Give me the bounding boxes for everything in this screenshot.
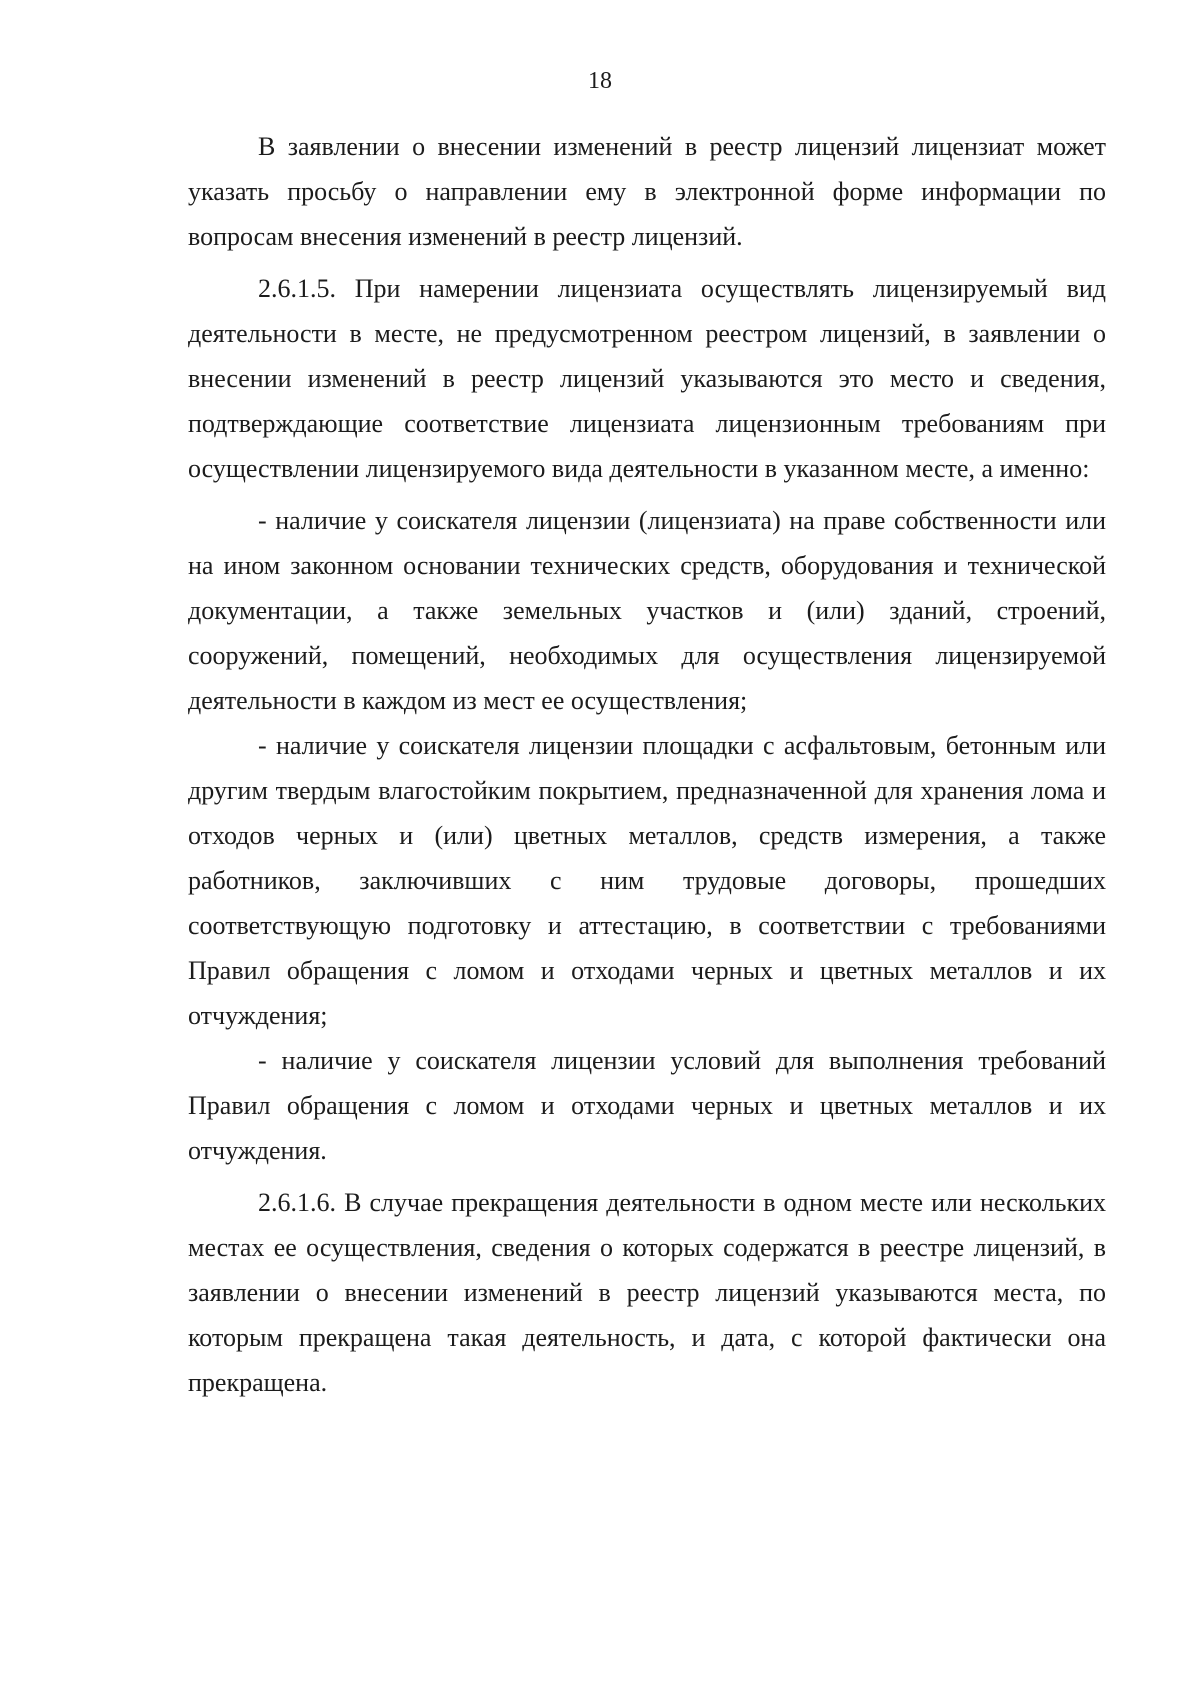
paragraph-2-6-1-5: 2.6.1.5. При намерении лицензиата осуществлять лицензируемый вид деятельности в месте, не предусмотренном реестром лицензий, в заявлении о внесении изменений в реестр лицензий указываются это место и сведения, подтверждающие соответствие лицензиата лицензионным требованиям при осуществлении лицензируемого вида деятельности в указанном месте, а именно:	[188, 274, 1106, 483]
page-number: 18	[588, 68, 612, 94]
document-body	[188, 124, 1106, 1405]
list-item-storage-site: - наличие у соискателя лицензии площадки с асфальтовым, бетонным или другим твердым влагостойким покрытием, предназначенной для хранения лома и отходов черных и (или) цветных металлов, средств измерения, а также работников, заключивших с ним трудовые договоры, прошедших соответствующую подготовку и аттестацию, в соответствии с требованиями Правил обращения с ломом и отходами черных и цветных металлов и их отчуждения;	[188, 731, 1106, 1030]
paragraph-2-6-1-6: 2.6.1.6. В случае прекращения деятельности в одном месте или нескольких местах ее осуществления, сведения о которых содержатся в реестре лицензий, в заявлении о внесении изменений в реестр лицензий указываются места, по которым прекращена такая деятельность, и дата, с которой фактически она прекращена.	[188, 1188, 1106, 1397]
paragraph-request-electronic-info: В заявлении о внесении изменений в реестр лицензий лицензиат может указать просьбу о направлении ему в электронной форме информации по вопросам внесения изменений в реестр лицензий.	[188, 132, 1106, 251]
list-item-technical-means: - наличие у соискателя лицензии (лицензиата) на праве собственности или на ином законном основании технических средств, оборудования и технической документации, а также земельных участков и (или) зданий, строений, сооружений, помещений, необходимых для осуществления лицензируемой деятельности в каждом из мест ее осуществления;	[188, 506, 1106, 715]
list-item-conditions: - наличие у соискателя лицензии условий для выполнения требований Правил обращения с ломом и отходами черных и цветных металлов и их отчуждения.	[188, 1046, 1106, 1165]
